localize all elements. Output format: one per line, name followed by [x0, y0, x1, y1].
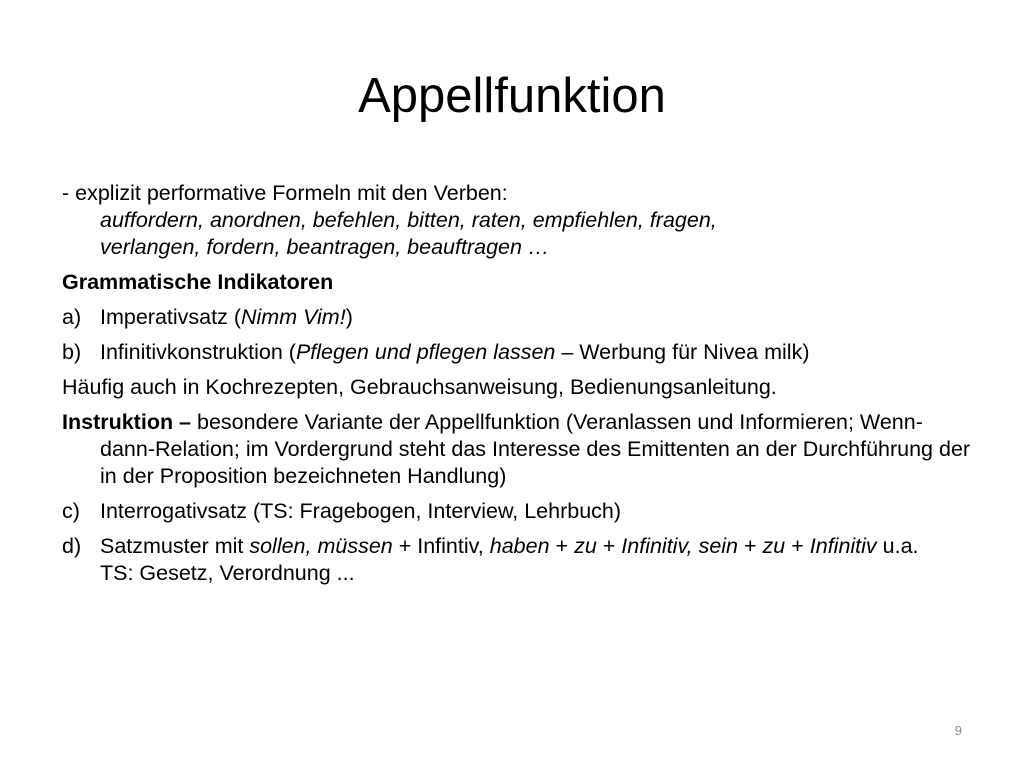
- slide-body: [62, 180, 972, 595]
- item-d-t1: Satzmuster mit: [100, 534, 250, 558]
- item-b-text-pre: Infinitivkonstruktion (: [100, 340, 296, 364]
- item-d-t7: u.a.: [876, 534, 919, 558]
- item-b-text-post: – Werbung für Nivea milk): [555, 340, 810, 364]
- item-d-t3: +: [549, 534, 575, 558]
- item-d-i5: zu: [762, 534, 786, 558]
- item-d-t6: +: [785, 534, 810, 558]
- intro-line: - explizit performative Formeln mit den Verben:: [62, 181, 508, 205]
- page-number: 9: [954, 723, 962, 738]
- item-d-ts-line: TS: Gesetz, Verordnung ...: [100, 561, 355, 585]
- list-marker-d: d): [62, 534, 82, 558]
- item-b-example: Pflegen und pflegen lassen: [295, 340, 556, 364]
- instruction-label: Instruktion –: [62, 410, 192, 434]
- instruction-paragraph: [62, 409, 972, 490]
- item-a-text-pre: Imperativsatz (: [100, 305, 241, 329]
- list-item-d: [62, 533, 972, 587]
- slide-title: Appellfunktion: [358, 69, 666, 123]
- verbs-line-2: verlangen, fordern, beantragen, beauftragen …: [100, 235, 550, 259]
- intro-paragraph: [62, 180, 972, 261]
- item-d-t4: +: [596, 534, 622, 558]
- item-d-t5: +: [738, 534, 763, 558]
- list-marker-b: b): [62, 340, 82, 364]
- frequent-paragraph: Häufig auch in Kochrezepten, Gebrauchsanweisung, Bedienungsanleitung.: [62, 375, 777, 399]
- item-d-i3: zu: [574, 534, 597, 558]
- verbs-line-1: auffordern, anordnen, befehlen, bitten, raten, empfiehlen, fragen,: [100, 208, 717, 232]
- list-item-c: [62, 498, 972, 525]
- list-marker-a: a): [62, 305, 82, 329]
- instruction-text: besondere Variante der Appellfunktion (Veranlassen und Informieren; Wenn-dann-Relation; im Vordergrund steht das Interesse des Emittenten an der Durchführung der in der Proposition bezeichneten Handlung): [100, 410, 971, 488]
- item-d-t2: + Infintiv,: [392, 534, 490, 558]
- item-d-i2: haben: [489, 534, 550, 558]
- item-a-text-post: ): [345, 305, 353, 329]
- list-item-b: [62, 339, 972, 366]
- item-a-example: Nimm Vim!: [240, 305, 346, 329]
- item-d-i4: Infinitiv, sein: [621, 534, 739, 558]
- item-c-text: Interrogativsatz (TS: Fragebogen, Interview, Lehrbuch): [100, 499, 622, 523]
- indicators-heading: Grammatische Indikatoren: [62, 270, 334, 294]
- list-item-a: [62, 304, 972, 331]
- item-d-i1: sollen, müssen: [249, 534, 393, 558]
- item-d-i6: Infinitiv: [809, 534, 877, 558]
- list-marker-c: c): [62, 499, 80, 523]
